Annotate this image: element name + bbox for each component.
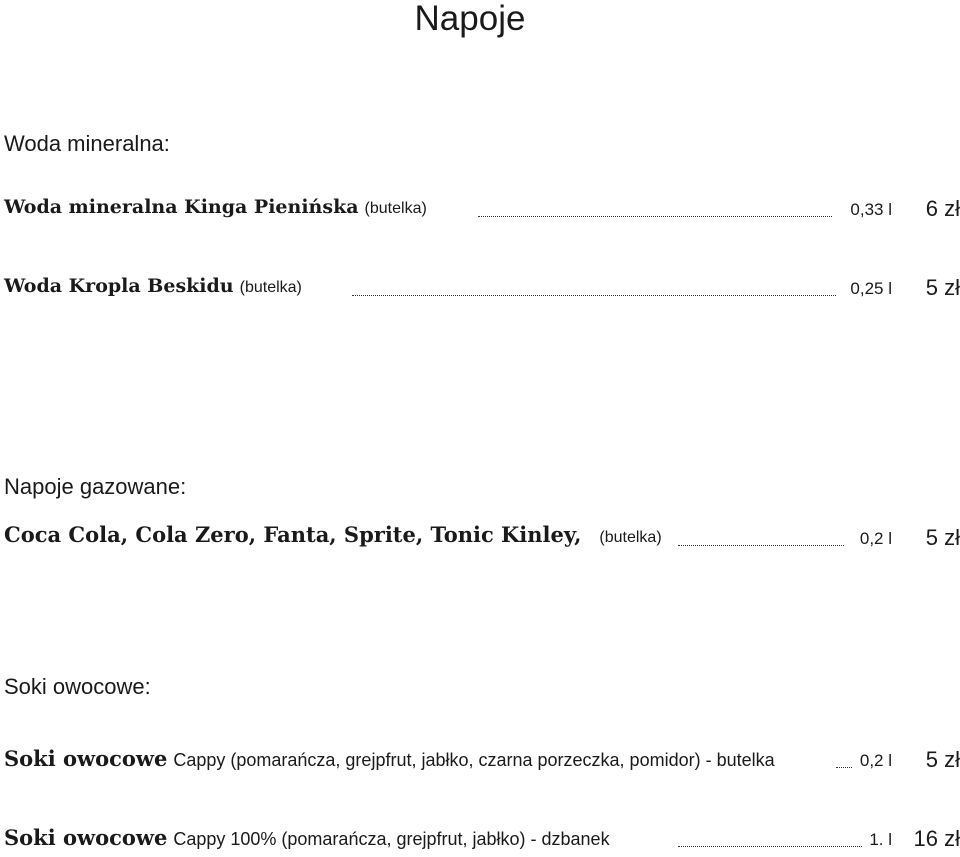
page-title: Napoje <box>414 0 526 38</box>
item-description: Cappy 100% (pomarańcza, grejpfrut, jabłko) - dzbanek <box>173 829 610 849</box>
item-name: Woda Kropla Beskidu (butelka) <box>4 275 302 297</box>
item-price: 6 zł <box>925 196 960 221</box>
item-name: Coca Cola, Cola Zero, Fanta, Sprite, Tonic Kinley, (butelka) <box>4 522 662 547</box>
dot-leader <box>678 545 844 546</box>
item-volume: 0,2 l <box>859 529 892 548</box>
dot-leader <box>352 295 836 296</box>
menu-item-napoje-gazowane <box>4 523 960 553</box>
dot-leader <box>478 216 832 217</box>
dot-leader <box>836 767 852 768</box>
item-description: (butelka) <box>364 200 427 217</box>
item-name: Soki owocowe Cappy (pomarańcza, grejpfrut, jabłko, czarna porzeczka, pomidor) - butelka <box>4 746 775 771</box>
section-heading-woda-mineralna: Woda mineralna: <box>4 131 170 156</box>
item-volume: 0,2 l <box>859 751 892 770</box>
item-name: Soki owocowe Cappy 100% (pomarańcza, grejpfrut, jabłko) - dzbanek <box>4 825 610 850</box>
item-volume: 0,25 l <box>850 279 892 298</box>
item-price: 5 zł <box>925 525 960 550</box>
item-description: Cappy (pomarańcza, grejpfrut, jabłko, czarna porzeczka, pomidor) - butelka <box>173 750 775 770</box>
menu-item-woda-kropla-beskidu <box>4 273 960 303</box>
item-volume: 0,33 l <box>850 200 892 219</box>
menu-item-soki-butelka <box>4 745 960 775</box>
item-volume: 1. l <box>869 830 892 849</box>
item-price: 5 zł <box>925 275 960 300</box>
item-description: (butelka) <box>599 529 662 546</box>
item-description: (butelka) <box>239 279 302 296</box>
item-name: Woda mineralna Kinga Pienińska (butelka) <box>4 196 427 218</box>
menu-item-soki-dzbanek <box>4 824 960 854</box>
item-price: 16 zł <box>913 826 960 851</box>
section-heading-napoje-gazowane: Napoje gazowane: <box>4 474 187 499</box>
dot-leader <box>678 846 862 847</box>
section-heading-soki-owocowe: Soki owocowe: <box>4 674 151 699</box>
menu-item-woda-kinga <box>4 194 960 224</box>
item-price: 5 zł <box>925 747 960 772</box>
